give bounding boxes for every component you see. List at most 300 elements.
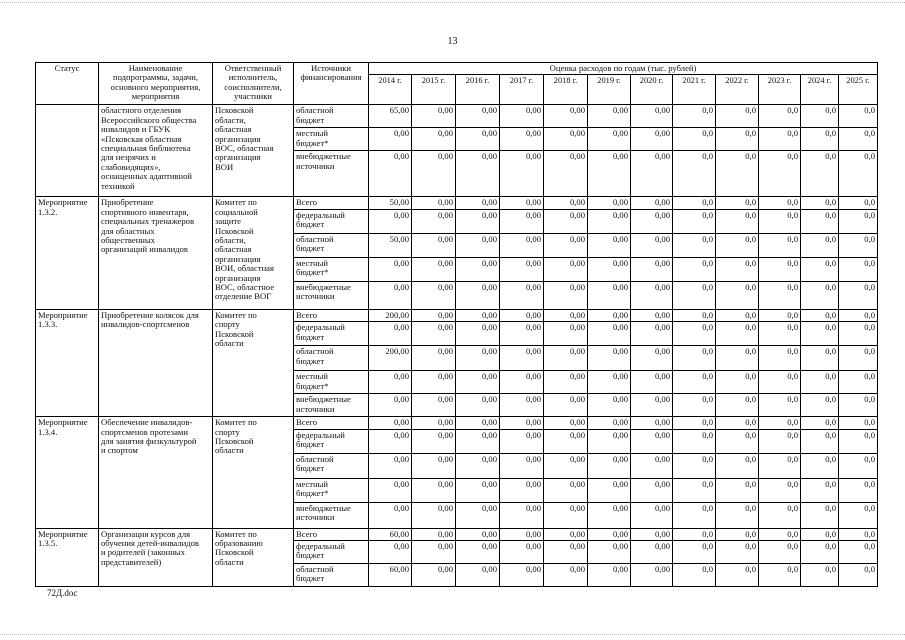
status-cell (36, 197, 99, 309)
funding-source-cell (294, 346, 369, 371)
expense-value: 0,00 (588, 417, 631, 429)
expense-value: 0,0 (801, 209, 839, 233)
expense-value: 0,0 (716, 394, 759, 417)
expense-value: 0,00 (588, 197, 631, 209)
expense-value: 0,0 (673, 346, 716, 371)
funding-source-cell (294, 394, 369, 417)
funding-source: областной бюджет (296, 346, 334, 366)
expense-value: 0,00 (456, 528, 500, 540)
expense-value: 0,0 (673, 309, 716, 321)
expense-value: 0,00 (456, 209, 500, 233)
expense-value: 0,00 (544, 128, 588, 151)
expense-value: 0,00 (631, 478, 673, 502)
expense-value: 0,0 (801, 322, 839, 346)
year-header: 2018 г. (544, 75, 588, 105)
expense-value: 0,0 (839, 322, 878, 346)
expense-value: 0,00 (544, 105, 588, 128)
expense-value: 0,00 (544, 528, 588, 540)
expense-value: 0,0 (716, 209, 759, 233)
expense-value: 60,00 (369, 528, 412, 540)
name-text: Приобретение колясок для инвалидов-спортсменов (101, 309, 199, 330)
expense-value: 0,00 (456, 257, 500, 281)
expense-value: 0,00 (544, 233, 588, 257)
expense-value: 0,0 (759, 453, 801, 478)
expense-value: 0,00 (456, 309, 500, 321)
responsible-cell (213, 309, 294, 416)
expense-value: 0,0 (801, 394, 839, 417)
expense-value: 0,0 (801, 105, 839, 128)
expense-value: 0,0 (673, 233, 716, 257)
table-row (36, 197, 878, 209)
expense-value: 0,0 (759, 528, 801, 540)
expense-value: 0,00 (500, 478, 544, 502)
expense-value: 0,0 (801, 309, 839, 321)
funding-source: внебюджетные источники (296, 502, 351, 523)
expense-value: 0,0 (801, 281, 839, 309)
expense-value: 0,00 (588, 151, 631, 197)
page-number: 13 (447, 36, 458, 47)
expense-value: 0,0 (801, 528, 839, 540)
expense-value: 0,0 (759, 197, 801, 209)
funding-source: Всего (296, 417, 318, 428)
expense-value: 0,00 (412, 528, 456, 540)
expense-value: 0,0 (759, 394, 801, 417)
expense-value: 0,00 (412, 394, 456, 417)
expense-value: 0,00 (631, 257, 673, 281)
expense-value: 0,00 (369, 151, 412, 197)
expense-value: 0,0 (673, 541, 716, 564)
responsible-cell (213, 417, 294, 528)
expense-value: 0,00 (500, 346, 544, 371)
expense-value: 0,00 (588, 564, 631, 587)
expense-value: 0,00 (412, 564, 456, 587)
year-header: 2021 г. (673, 75, 716, 105)
expense-value: 0,00 (631, 105, 673, 128)
expense-value: 0,00 (631, 233, 673, 257)
funding-source-cell (294, 257, 369, 281)
expense-value: 0,00 (588, 105, 631, 128)
expense-value: 0,0 (839, 309, 878, 321)
funding-source-cell (294, 151, 369, 197)
expense-value: 0,00 (500, 128, 544, 151)
funding-source-cell (294, 197, 369, 209)
expense-value: 0,0 (839, 429, 878, 453)
funding-source: областной бюджет (296, 453, 334, 474)
header-sources: Источники финансирования (294, 63, 369, 105)
expense-value: 0,0 (716, 429, 759, 453)
expense-value: 0,00 (369, 371, 412, 394)
expense-value: 0,00 (631, 151, 673, 197)
expense-value: 0,00 (544, 541, 588, 564)
expense-value: 0,00 (456, 281, 500, 309)
expense-value: 0,00 (369, 541, 412, 564)
funding-source: местный бюджет* (296, 257, 329, 278)
expense-value: 0,0 (839, 257, 878, 281)
expense-value: 0,00 (500, 151, 544, 197)
expense-value: 0,0 (801, 417, 839, 429)
year-header: 2025 г. (839, 75, 878, 105)
name-text: Приобретение спортивного инвентаря, специальных тренажеров для областных общественных организаций инвалидов (101, 197, 195, 255)
table-row (36, 417, 878, 429)
expense-value: 0,0 (673, 151, 716, 197)
expense-value: 0,00 (456, 197, 500, 209)
status-text: Мероприятие 1.3.2. (38, 197, 88, 217)
expense-value: 0,0 (716, 281, 759, 309)
funding-source: местный бюджет* (296, 478, 329, 499)
expense-value: 0,0 (839, 394, 878, 417)
expense-value: 0,00 (588, 528, 631, 540)
funding-source-cell (294, 541, 369, 564)
name-cell (99, 197, 213, 309)
expense-value: 0,0 (716, 417, 759, 429)
expense-value: 0,0 (716, 233, 759, 257)
expense-value: 0,00 (456, 151, 500, 197)
funding-source: Всего (296, 309, 318, 320)
expense-value: 0,00 (631, 394, 673, 417)
funding-source-cell (294, 478, 369, 502)
expense-value: 0,0 (673, 564, 716, 587)
year-header: 2014 г. (369, 75, 412, 105)
expense-value: 0,00 (544, 322, 588, 346)
expense-value: 0,0 (673, 453, 716, 478)
table-row (36, 105, 878, 128)
header-name: Наименование подпрограммы, задачи, основного мероприятия, мероприятия (99, 63, 213, 105)
year-header: 2024 г. (801, 75, 839, 105)
expense-value: 0,00 (412, 105, 456, 128)
expense-value: 0,0 (673, 281, 716, 309)
expense-value: 0,00 (412, 257, 456, 281)
funding-source-cell (294, 309, 369, 321)
funding-source: Всего (296, 528, 318, 539)
header-row (36, 63, 878, 75)
responsible-text: Псковской области, областная организация ВОС, областная организация ВОИ (215, 105, 274, 172)
funding-source-cell (294, 371, 369, 394)
funding-source-cell (294, 281, 369, 309)
expense-value: 0,00 (456, 346, 500, 371)
expense-value: 0,0 (716, 151, 759, 197)
expense-value: 0,0 (716, 197, 759, 209)
funding-source-cell (294, 128, 369, 151)
expense-value: 0,00 (631, 502, 673, 528)
expense-value: 0,0 (839, 528, 878, 540)
expense-value: 0,00 (544, 309, 588, 321)
expense-value: 0,00 (588, 346, 631, 371)
expense-value: 0,00 (588, 371, 631, 394)
expense-value: 0,0 (759, 346, 801, 371)
expense-value: 0,00 (500, 105, 544, 128)
expense-value: 0,00 (412, 502, 456, 528)
expense-value: 0,0 (759, 564, 801, 587)
funding-source: областной бюджет (296, 233, 334, 254)
expense-value: 0,0 (801, 151, 839, 197)
expense-value: 0,0 (839, 346, 878, 371)
year-header: 2017 г. (500, 75, 544, 105)
expense-value: 0,0 (839, 128, 878, 151)
expense-value: 0,00 (456, 371, 500, 394)
responsible-text: Комитет по спорту Псковской области (215, 417, 257, 456)
funding-source-cell (294, 429, 369, 453)
expense-value: 0,00 (544, 346, 588, 371)
expense-value: 0,00 (412, 417, 456, 429)
funding-source-cell (294, 528, 369, 540)
expense-value: 0,0 (801, 478, 839, 502)
expense-value: 0,00 (544, 478, 588, 502)
expense-value: 60,00 (369, 564, 412, 587)
expense-value: 0,0 (801, 346, 839, 371)
expense-value: 0,00 (631, 128, 673, 151)
expense-value: 0,00 (588, 322, 631, 346)
expense-value: 0,00 (412, 429, 456, 453)
expense-value: 0,00 (456, 105, 500, 128)
expense-value: 0,0 (673, 502, 716, 528)
expense-value: 0,00 (588, 209, 631, 233)
table-header (36, 63, 878, 105)
funding-source: Всего (296, 197, 318, 208)
funding-source-cell (294, 105, 369, 128)
name-text: Обеспечение инвалидов-спортсменов протезами для занятия физкультурой и спортом (101, 417, 197, 456)
expense-value: 0,0 (716, 257, 759, 281)
expense-value: 0,0 (839, 564, 878, 587)
scan-edge-bottom (0, 634, 905, 635)
expense-value: 0,0 (759, 151, 801, 197)
budget-table (35, 62, 878, 587)
expense-value: 0,0 (716, 528, 759, 540)
expense-value: 0,00 (631, 309, 673, 321)
expense-value: 65,00 (369, 105, 412, 128)
expense-value: 0,00 (456, 453, 500, 478)
year-header: 2015 г. (412, 75, 456, 105)
expense-value: 0,00 (369, 281, 412, 309)
expense-value: 0,00 (544, 417, 588, 429)
expense-value: 0,00 (588, 478, 631, 502)
expense-value: 0,00 (500, 541, 544, 564)
expense-value: 0,00 (631, 281, 673, 309)
expense-value: 0,00 (500, 394, 544, 417)
funding-source: федеральный бюджет (296, 209, 345, 230)
expense-value: 0,0 (759, 541, 801, 564)
expense-value: 0,0 (673, 371, 716, 394)
expense-value: 0,00 (631, 322, 673, 346)
responsible-cell (213, 528, 294, 586)
expense-value: 0,00 (500, 502, 544, 528)
expense-value: 0,00 (500, 371, 544, 394)
expense-value: 0,00 (412, 309, 456, 321)
expense-value: 0,00 (456, 478, 500, 502)
expense-value: 0,0 (716, 478, 759, 502)
expense-value: 0,0 (673, 322, 716, 346)
expense-value: 0,00 (588, 233, 631, 257)
year-header: 2019 г. (588, 75, 631, 105)
expense-value: 0,0 (801, 371, 839, 394)
expense-value: 0,0 (801, 429, 839, 453)
expense-value: 0,00 (500, 257, 544, 281)
expense-value: 0,00 (588, 257, 631, 281)
expense-value: 0,00 (456, 564, 500, 587)
expense-value: 0,00 (544, 502, 588, 528)
expense-value: 0,0 (759, 128, 801, 151)
expense-value: 0,00 (412, 322, 456, 346)
expense-value: 0,0 (759, 478, 801, 502)
year-header: 2022 г. (716, 75, 759, 105)
expense-value: 0,0 (673, 128, 716, 151)
expense-value: 0,00 (631, 564, 673, 587)
table-body (36, 105, 878, 587)
expense-value: 0,00 (500, 429, 544, 453)
funding-source-cell (294, 209, 369, 233)
expense-value: 0,0 (839, 417, 878, 429)
expense-value: 0,0 (801, 541, 839, 564)
expense-value: 0,0 (673, 394, 716, 417)
funding-source-cell (294, 453, 369, 478)
expense-value: 0,0 (839, 105, 878, 128)
year-header: 2023 г. (759, 75, 801, 105)
expense-value: 0,0 (801, 128, 839, 151)
expense-value: 0,00 (369, 453, 412, 478)
expense-value: 0,00 (588, 128, 631, 151)
expense-value: 0,0 (759, 209, 801, 233)
expense-value: 0,0 (839, 371, 878, 394)
expense-value: 0,00 (500, 528, 544, 540)
expense-value: 0,0 (673, 105, 716, 128)
expense-value: 0,0 (673, 257, 716, 281)
expense-value: 0,0 (716, 564, 759, 587)
expense-value: 0,00 (456, 128, 500, 151)
expense-value: 0,00 (500, 233, 544, 257)
funding-source: федеральный бюджет (296, 322, 345, 342)
expense-value: 0,00 (588, 394, 631, 417)
expense-value: 200,00 (369, 309, 412, 321)
year-header: 2020 г. (631, 75, 673, 105)
table-row (36, 309, 878, 321)
expense-value: 0,00 (500, 309, 544, 321)
funding-source-cell (294, 417, 369, 429)
expense-value: 0,00 (588, 502, 631, 528)
expense-value: 0,0 (801, 453, 839, 478)
expense-value: 0,00 (369, 502, 412, 528)
expense-value: 0,00 (631, 209, 673, 233)
expense-value: 50,00 (369, 197, 412, 209)
expense-value: 0,00 (456, 394, 500, 417)
expense-value: 0,00 (412, 128, 456, 151)
expense-value: 0,0 (716, 371, 759, 394)
expense-value: 0,00 (544, 209, 588, 233)
expense-value: 0,0 (801, 564, 839, 587)
name-cell (99, 309, 213, 416)
expense-value: 0,0 (759, 105, 801, 128)
expense-value: 0,00 (631, 541, 673, 564)
expense-value: 0,0 (759, 322, 801, 346)
expense-value: 0,00 (500, 197, 544, 209)
expense-value: 0,00 (412, 346, 456, 371)
funding-source-cell (294, 233, 369, 257)
file-name-footer: 72Д.doc (47, 588, 78, 598)
expense-value: 0,00 (456, 541, 500, 564)
expense-value: 0,0 (716, 105, 759, 128)
name-cell (99, 528, 213, 586)
expense-value: 0,00 (412, 233, 456, 257)
expense-value: 0,00 (369, 417, 412, 429)
header-expenses: Оценка расходов по годам (тыс. рублей) (369, 63, 878, 75)
expense-value: 0,0 (673, 197, 716, 209)
expense-value: 0,00 (500, 453, 544, 478)
table-row (36, 528, 878, 540)
expense-value: 0,00 (544, 281, 588, 309)
status-cell (36, 417, 99, 528)
funding-source: федеральный бюджет (296, 429, 345, 450)
expense-value: 0,0 (759, 309, 801, 321)
responsible-text: Комитет по образованию Псковской области (215, 528, 263, 567)
funding-source: местный бюджет* (296, 128, 329, 148)
expense-value: 0,00 (369, 394, 412, 417)
expense-value: 0,00 (500, 417, 544, 429)
expense-value: 0,0 (673, 528, 716, 540)
expense-value: 0,00 (544, 257, 588, 281)
expense-value: 200,00 (369, 346, 412, 371)
expense-value: 0,00 (631, 197, 673, 209)
expense-value: 0,00 (631, 346, 673, 371)
expense-value: 0,0 (759, 233, 801, 257)
expense-value: 0,0 (716, 502, 759, 528)
status-cell (36, 309, 99, 416)
expense-value: 0,00 (631, 429, 673, 453)
header-responsible: Ответственный исполнитель, соисполнители, участники (213, 63, 294, 105)
funding-source: федеральный бюджет (296, 541, 345, 561)
expense-value: 0,0 (716, 322, 759, 346)
header-status: Статус (36, 63, 99, 105)
expense-value: 0,0 (673, 417, 716, 429)
expense-value: 0,00 (544, 197, 588, 209)
responsible-cell (213, 197, 294, 309)
funding-source: областной бюджет (296, 564, 334, 584)
expense-value: 0,0 (839, 233, 878, 257)
expense-value: 0,00 (412, 209, 456, 233)
expense-value: 0,00 (456, 322, 500, 346)
expense-value: 0,0 (716, 128, 759, 151)
expense-value: 0,0 (673, 478, 716, 502)
expense-value: 0,0 (801, 197, 839, 209)
expense-value: 0,00 (544, 429, 588, 453)
expense-value: 0,0 (839, 502, 878, 528)
responsible-cell (213, 105, 294, 197)
responsible-text: Комитет по спорту Псковской области (215, 309, 257, 349)
funding-source: внебюджетные источники (296, 281, 351, 302)
name-text: областного отделения Всероссийского общества инвалидов и ГБУК «Псковская областная специальная библиотека для незрячих и слабовидящих», оснащенных адаптивной техникой (101, 105, 197, 191)
name-cell (99, 417, 213, 528)
expense-value: 0,00 (412, 453, 456, 478)
expense-value: 0,0 (716, 541, 759, 564)
funding-source: внебюджетные источники (296, 151, 351, 171)
status-text: Мероприятие 1.3.4. (38, 417, 88, 437)
expense-value: 0,00 (500, 564, 544, 587)
expense-value: 0,00 (544, 371, 588, 394)
expense-value: 0,00 (631, 453, 673, 478)
expense-value: 0,0 (839, 541, 878, 564)
expense-value: 0,0 (759, 417, 801, 429)
year-header: 2016 г. (456, 75, 500, 105)
expense-value: 0,00 (369, 429, 412, 453)
expense-value: 0,00 (369, 128, 412, 151)
funding-source: местный бюджет* (296, 371, 329, 391)
expense-value: 0,0 (716, 346, 759, 371)
expense-value: 0,0 (801, 502, 839, 528)
expense-value: 0,00 (631, 371, 673, 394)
expense-value: 0,00 (369, 322, 412, 346)
expense-value: 0,00 (369, 478, 412, 502)
status-text: Мероприятие 1.3.5. (38, 528, 88, 549)
funding-source-cell (294, 502, 369, 528)
responsible-text: Комитет по социальной защите Псковской области, областная организация ВОИ, областная организация ВОС, областное отделение ВОГ (215, 197, 275, 302)
expense-value: 0,00 (369, 209, 412, 233)
